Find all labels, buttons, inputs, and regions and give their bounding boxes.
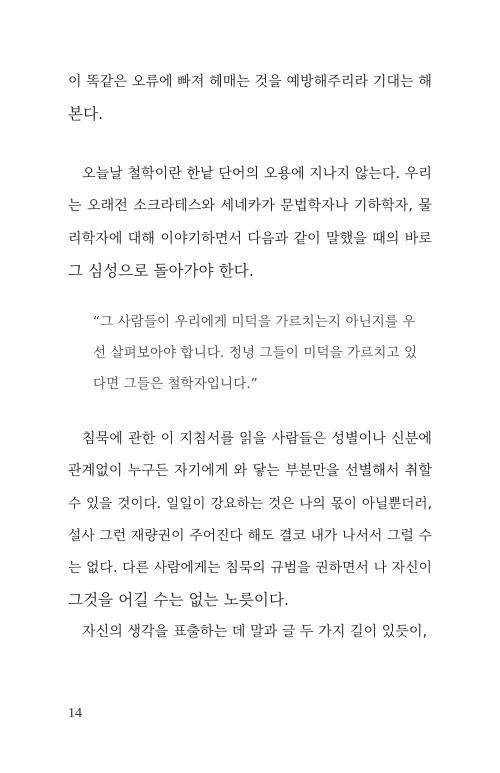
text-line: 오늘날 철학이란 한낱 단어의 오용에 지나지 않는다. 우리 [82, 166, 432, 182]
text-line: 는 오래전 소크라테스와 세네카가 문법학자나 기하학자, 물 [68, 198, 432, 214]
page-number: 14 [68, 706, 82, 721]
text-line: 이 똑같은 오류에 빠져 헤매는 것을 예방해주리라 기대는 해 [68, 74, 432, 90]
text-line: 는 없다. 다른 사람에게는 침묵의 규범을 권하면서 나 자신이 [68, 560, 432, 576]
text-line: 관계없이 누구든 자기에게 와 닿는 부분만을 선별해서 취할 [68, 463, 432, 479]
text-line: 그 심성으로 돌아가야 한다. [68, 262, 254, 280]
text-line: 그것을 어길 수는 없는 노릇이다. [68, 591, 290, 609]
text-line: 설사 그런 재량권이 주어진다 해도 결코 내가 나서서 그럴 수 [68, 528, 432, 544]
text-line: 본다. [68, 105, 104, 123]
text-line: 리학자에 대해 이야기하면서 다음과 같이 말했을 때의 바로 [68, 231, 432, 247]
quote-line: “그 사람들이 우리에게 미덕을 가르치는지 아닌지를 우 [93, 314, 416, 330]
text-line: 수 있을 것이다. 일일이 강요하는 것은 나의 몫이 아닐뿐더러, [68, 496, 432, 512]
quote-line: 다면 그들은 철학자입니다.” [93, 376, 258, 392]
text-line: 침묵에 관한 이 지침서를 읽을 사람들은 성별이나 신분에 [82, 431, 432, 447]
quote-line: 선 살펴보아야 합니다. 정녕 그들이 미덕을 가르치고 있 [93, 345, 418, 361]
text-line: 자신의 생각을 표출하는 데 말과 글 두 가지 길이 있듯이, [82, 624, 428, 640]
